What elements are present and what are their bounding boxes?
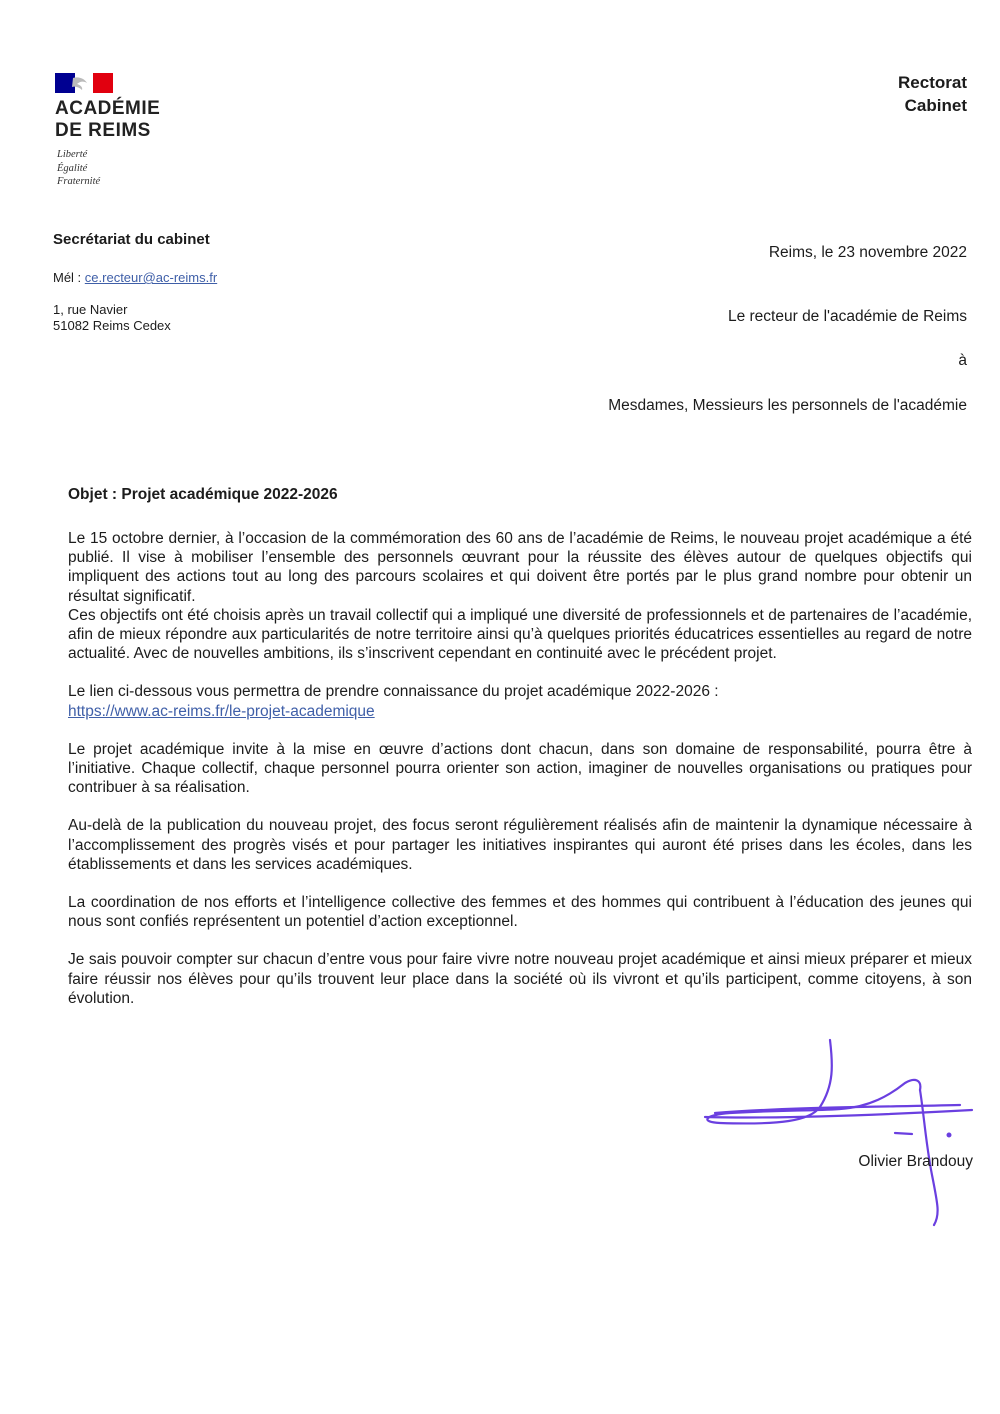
letter-subject: Objet : Projet académique 2022-2026 [68, 486, 338, 503]
paragraph-6: La coordination de nos efforts et l’intelligence collective des femmes et des hommes qui contribuent à l’éducation des jeunes qui nous sont confiés représentent un potentiel d’action exceptionnel. [68, 894, 972, 931]
office-cabinet: Cabinet [904, 96, 967, 115]
address-city: 51082 Reims Cedex [53, 318, 171, 333]
letter-to-word: à [958, 352, 967, 369]
logo-name-line1: ACADÉMIE [55, 98, 161, 119]
service-name: Secrétariat du cabinet [53, 231, 210, 248]
motto-liberte: Liberté [57, 149, 88, 160]
letter-from: Le recteur de l'académie de Reims [727, 308, 967, 325]
office-heading [898, 71, 967, 117]
motto-fraternite: Fraternité [57, 176, 101, 187]
signer-name: Olivier Brandouy [858, 1153, 973, 1170]
mail-line [53, 270, 217, 285]
paragraph-3: Le lien ci-dessous vous permettra de prendre connaissance du projet académique 2022-2026 : [68, 683, 719, 701]
mail-link[interactable]: ce.recteur@ac-reims.fr [84, 270, 218, 285]
paragraph-5: Au-delà de la publication du nouveau projet, des focus seront régulièrement réalisés afin de maintenir la dynamique nécessaire à l’accomplissement des progrès visés et pour partager les initiatives inspirantes qui auront été prises dans les écoles, dans les établissements et dans les services académiques. [68, 817, 972, 873]
academy-logo-name [55, 98, 160, 142]
logo-name-line2: DE REIMS [55, 120, 151, 141]
link-paragraph [68, 702, 972, 721]
office-rectorat: Rectorat [898, 73, 967, 92]
handwritten-signature [700, 1035, 980, 1235]
letter-body [68, 529, 972, 1027]
republic-flag-logo [55, 73, 113, 93]
letter-recipients: Mesdames, Messieurs les personnels de l'académie [608, 397, 967, 414]
postal-address [53, 302, 171, 334]
address-street: 1, rue Navier [53, 302, 128, 317]
republic-motto [57, 148, 100, 189]
paragraph-4: Le projet académique invite à la mise en œuvre d’actions dont chacun, dans son domaine de responsabilité, pourra être à l’initiative. Chaque collectif, chaque personnel pourra orienter son action, imaginer de nouvelles organisations ou pratiques pour contribuer à sa réalisation. [68, 740, 972, 797]
motto-egalite: Égalité [57, 162, 88, 174]
project-link[interactable]: https://www.ac-reims.fr/le-projet-academique [68, 702, 375, 720]
paragraph-2: Ces objectifs ont été choisis après un travail collectif qui a impliqué une diversité de professionnels et de partenaires de l’académie, afin de mieux répondre aux particularités de notre territoire ainsi qu’à quelques priorités éducatrices essentielles au regard de notre actualité. Avec de nouvelles ambitions, ils s’inscrivent cependant en continuité avec le précédent projet. [68, 606, 972, 663]
mail-label: Mél : [53, 270, 85, 285]
paragraph-7: Je sais pouvoir compter sur chacun d’entre vous pour faire vivre notre nouveau projet académique et ainsi mieux préparer et mieux faire réussir nos élèves pour qu’ils trouvent leur place dans la société où ils vivront et qu’ils participent, comme citoyens, à son évolution. [68, 951, 972, 1007]
paragraph-1: Le 15 octobre dernier, à l’occasion de la commémoration des 60 ans de l’académie de Reims, le nouveau projet académique a été publié. Il vise à mobiliser l’ensemble des personnels œuvrant pour la réussite des élèves autour de quelques objectifs qui impliquent des actions tout au long des parcours scolaires et qui doivent être portés par le plus grand nombre pour obtenir un résultat significatif. [68, 530, 972, 605]
place-date: Reims, le 23 novembre 2022 [768, 244, 967, 261]
